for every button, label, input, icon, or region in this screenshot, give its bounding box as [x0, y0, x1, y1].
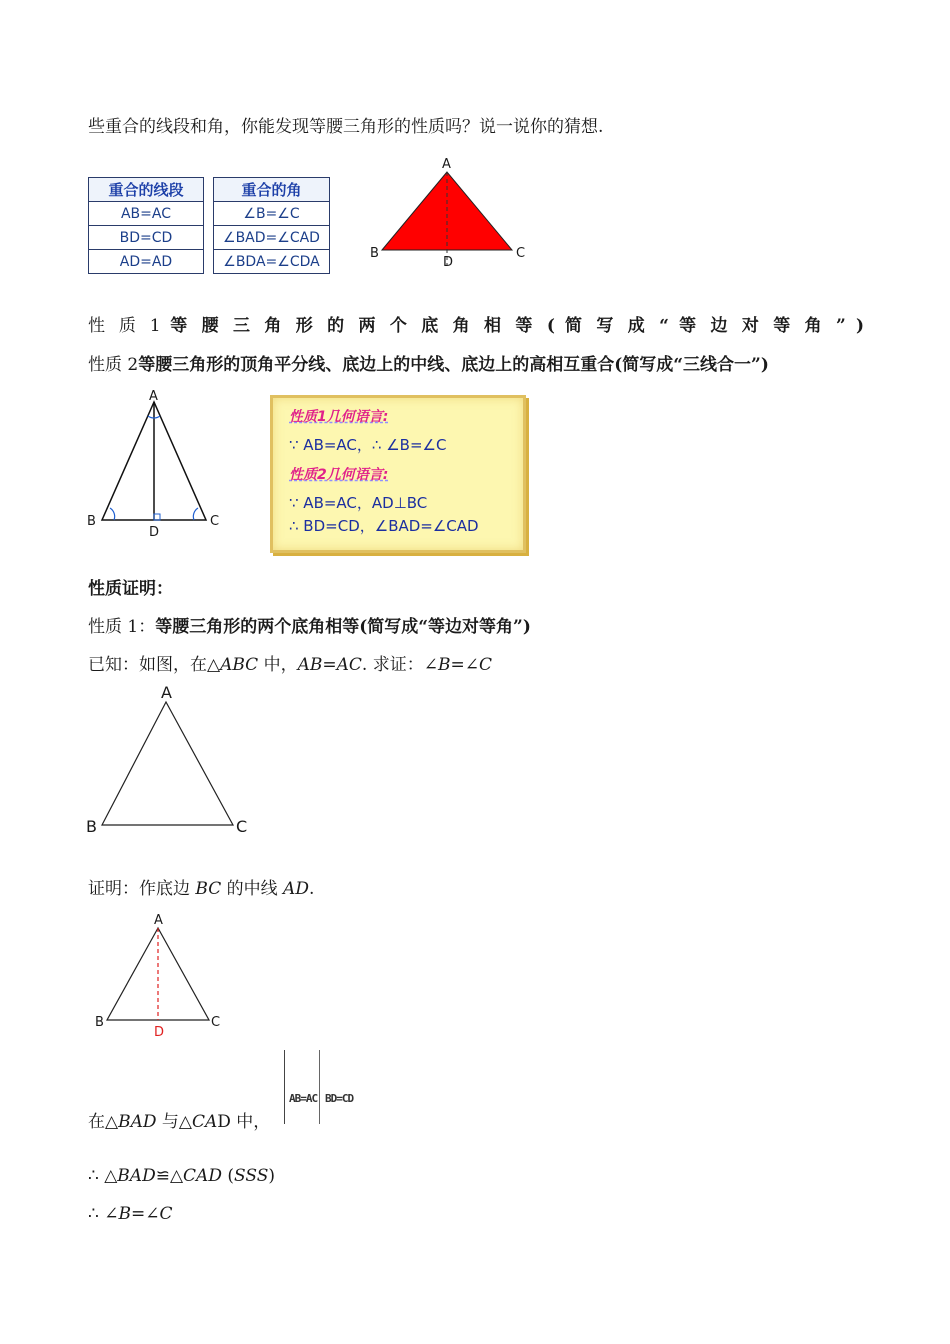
c-text: )	[268, 1166, 275, 1186]
altitude-triangle-figure	[84, 388, 224, 543]
angles-row: ∠BDA=∠CDA	[214, 250, 330, 274]
label-b: B	[87, 514, 96, 529]
c-text: ∴ △	[88, 1166, 118, 1186]
angles-table	[213, 177, 330, 274]
c-text: (	[221, 1166, 234, 1186]
segments-row: AD=AD	[89, 250, 204, 274]
in-var: BAD	[118, 1112, 157, 1132]
in-var: CA	[191, 1112, 218, 1132]
note-title-1: 性质1几何语言:	[289, 409, 389, 425]
label-d: D	[154, 1025, 165, 1040]
segments-header: 重合的线段	[89, 178, 204, 202]
given-var: C	[478, 655, 492, 675]
angle-c-mark	[193, 508, 198, 520]
formula-bd: BD=CD	[325, 1092, 354, 1105]
given-var: ABC	[220, 655, 259, 675]
segments-row: AB=AC	[89, 202, 204, 226]
angles-header: 重合的角	[214, 178, 330, 202]
segments-table	[88, 177, 204, 274]
label-c: C	[210, 514, 220, 529]
given-line	[88, 654, 492, 676]
proof-text: 的中线	[221, 879, 284, 899]
c-text: ∴ ∠	[88, 1204, 119, 1224]
given-var: AC	[336, 655, 362, 675]
c-var: C	[159, 1204, 173, 1224]
proof-property-text: 等腰三角形的两个底角相等(简写成“等边对等角”)	[155, 617, 531, 637]
label-a: A	[149, 389, 158, 404]
given-var: B	[437, 655, 451, 675]
property-2-text: 等腰三角形的顶角平分线、底边上的中线、底边上的高相互重合(简写成“三线合一”)	[138, 355, 769, 375]
in-triangles-line	[88, 1111, 270, 1133]
label-b: B	[95, 1015, 104, 1030]
c-var: SSS	[234, 1166, 269, 1186]
angles-row: ∠B=∠C	[214, 202, 330, 226]
label-b: B	[86, 817, 97, 836]
geometry-language-note	[270, 395, 526, 553]
proof-property-prefix: 性质 1：	[88, 617, 156, 637]
in-text: 与△	[156, 1112, 192, 1132]
c-var: CAD	[183, 1166, 222, 1186]
note-line-2: ∵ AB=AC，AD⊥BC	[289, 494, 428, 512]
given-text: . 求证：∠	[361, 655, 438, 675]
formula-divider	[319, 1050, 320, 1124]
angle-b-mark	[110, 508, 115, 520]
c-text: =∠	[130, 1204, 160, 1224]
red-triangle-figure	[360, 150, 540, 275]
proof-start	[88, 878, 314, 900]
c-var: BAD	[117, 1166, 156, 1186]
property-1-prefix: 性 质 1	[88, 316, 161, 336]
proof-var: AD	[283, 879, 309, 899]
proof-text: .	[308, 879, 315, 899]
conclusion-2	[88, 1203, 172, 1225]
formula-system	[284, 1050, 369, 1124]
proof-text: 证明：作底边	[88, 879, 196, 899]
label-d: D	[443, 255, 454, 270]
property-1	[88, 315, 864, 337]
segments-row: BD=CD	[89, 226, 204, 250]
proof-heading: 性质证明：	[88, 579, 173, 599]
given-text: 中，	[258, 655, 298, 675]
big-triangle	[102, 702, 233, 825]
label-c: C	[211, 1015, 221, 1030]
label-a: A	[161, 683, 172, 702]
property-2	[88, 354, 769, 376]
median-triangle-figure	[90, 908, 230, 1040]
label-b: B	[370, 246, 379, 261]
label-d: D	[149, 525, 160, 540]
note-line-1: ∵ AB=AC，∴ ∠B=∠C	[289, 436, 447, 454]
formula-ab: AB=AC	[289, 1092, 318, 1105]
label-c: C	[516, 246, 526, 261]
given-text: =∠	[450, 655, 479, 675]
proof-var: BC	[195, 879, 222, 899]
label-a: A	[154, 913, 163, 928]
conclusion-1	[88, 1165, 275, 1187]
in-text: D 中，	[217, 1112, 271, 1132]
note-title-2: 性质2几何语言:	[289, 467, 389, 483]
property-2-prefix: 性质 2	[88, 355, 139, 375]
proof-property	[88, 616, 531, 638]
right-angle-mark	[154, 514, 160, 520]
c-var: B	[118, 1204, 131, 1224]
c-text: ≌△	[155, 1166, 184, 1186]
big-triangle-figure	[82, 682, 257, 837]
intro-text: 些重合的线段和角，你能发现等腰三角形的性质吗？说一说你的猜想.	[88, 117, 604, 137]
given-text: 已知：如图，在△	[88, 655, 221, 675]
label-c: C	[236, 817, 248, 836]
angles-row: ∠BAD=∠CAD	[214, 226, 330, 250]
property-1-text: 等 腰 三 角 形 的 两 个 底 角 相 等 ( 简 写 成 “ 等 边 对 等 角 ” )	[170, 316, 864, 336]
label-a: A	[442, 157, 451, 172]
in-text: 在△	[88, 1112, 119, 1132]
note-line-3: ∴ BD=CD，∠BAD=∠CAD	[289, 517, 479, 535]
given-var: AB	[297, 655, 323, 675]
given-text: =	[322, 655, 337, 675]
